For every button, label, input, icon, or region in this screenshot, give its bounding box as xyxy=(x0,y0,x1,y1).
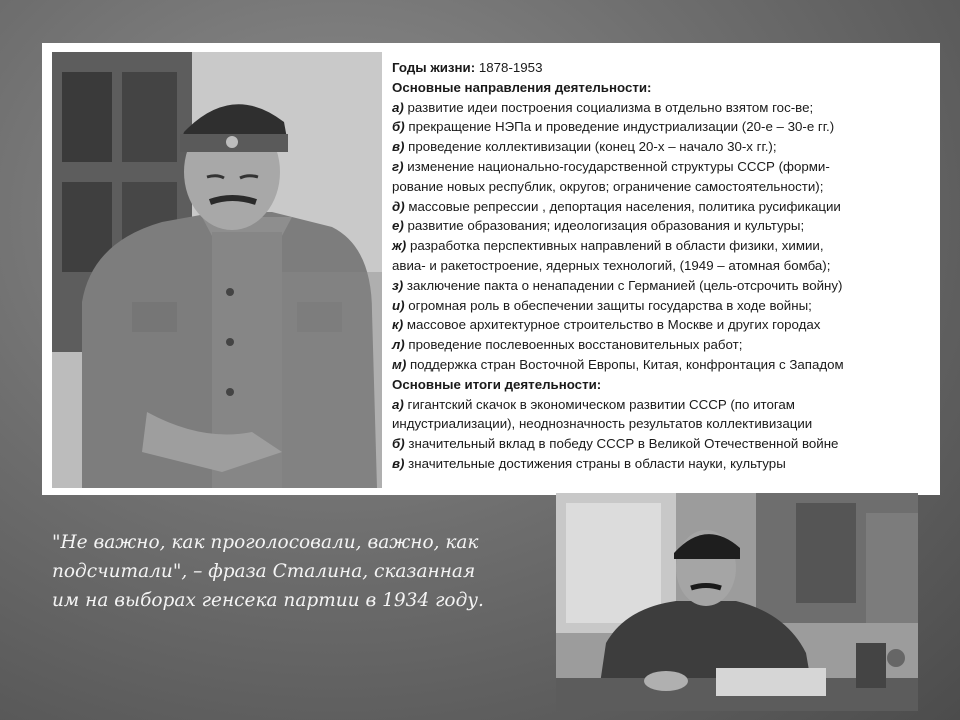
list-item xyxy=(392,434,936,454)
list-marker: в) xyxy=(392,455,405,471)
list-item xyxy=(392,157,936,177)
list-marker: б) xyxy=(392,436,405,452)
list-marker: г) xyxy=(392,158,404,174)
list-item xyxy=(392,315,936,335)
list-marker: з) xyxy=(392,277,404,293)
list-item xyxy=(392,137,936,157)
list-item xyxy=(392,236,936,256)
list-item xyxy=(392,256,936,276)
list-text: проведение послевоенных восстановительных работ; xyxy=(408,337,743,353)
list-text: рование новых республик, округов; ограничение самостоятельности); xyxy=(392,178,824,194)
list-text: значительные достижения страны в области науки, культуры xyxy=(408,455,786,471)
list-item xyxy=(392,216,936,236)
stalin-writing-photo xyxy=(556,493,918,711)
list-item xyxy=(392,117,936,137)
list-marker: ж) xyxy=(392,238,407,254)
list-text: авиа- и ракетостроение, ядерных технологий, (1949 – атомная бомба); xyxy=(392,257,831,273)
stalin-quote xyxy=(52,528,522,615)
list-item xyxy=(392,395,936,415)
list-text: гигантский скачок в экономическом развитии СССР (по итогам xyxy=(407,396,795,412)
stalin-portrait-photo xyxy=(52,52,382,488)
quote-line-1: "Не важно, как проголосовали, важно, как xyxy=(52,532,479,553)
biography-text xyxy=(392,58,936,474)
list-item xyxy=(392,197,936,217)
list-marker: и) xyxy=(392,297,405,313)
list-marker: к) xyxy=(392,317,404,333)
list-marker: м) xyxy=(392,356,407,372)
list-text: массовое архитектурное строительство в Москве и других городах xyxy=(406,317,821,333)
list-text: огромная роль в обеспечении защиты государства в ходе войны; xyxy=(408,297,812,313)
list-text: проведение коллективизации (конец 20-х – начало 30-х гг.); xyxy=(408,139,777,155)
list-marker: д) xyxy=(392,198,405,214)
list-item xyxy=(392,355,936,375)
list-item xyxy=(392,454,936,474)
activities-list xyxy=(392,98,936,375)
list-text: разработка перспективных направлений в области физики, химии, xyxy=(409,238,824,254)
list-marker: е) xyxy=(392,218,404,234)
list-marker: а) xyxy=(392,396,404,412)
list-text: изменение национально-государственной структуры СССР (форми- xyxy=(407,158,830,174)
list-item xyxy=(392,296,936,316)
list-item xyxy=(392,335,936,355)
list-text: развитие идеи построения социализма в отдельно взятом гос-ве; xyxy=(407,99,814,115)
list-item xyxy=(392,414,936,434)
list-text: заключение пакта о ненападении с Германией (цель-отсрочить войну) xyxy=(406,277,843,293)
years-line: Годы жизни: 1878-1953 xyxy=(392,60,543,75)
quote-line-3: им на выборах генсека партии в 1934 году. xyxy=(52,590,484,611)
list-item xyxy=(392,98,936,118)
list-text: индустриализации), неоднозначность результатов коллективизации xyxy=(392,416,813,432)
list-marker: б) xyxy=(392,119,405,135)
results-list xyxy=(392,395,936,474)
list-text: массовые репрессии , депортация населения, политика русификации xyxy=(408,198,841,214)
list-text: развитие образования; идеологизация образования и культуры; xyxy=(407,218,805,234)
list-text: прекращение НЭПа и проведение индустриализации (20-е – 30-е гг.) xyxy=(408,119,835,135)
list-text: значительный вклад в победу СССР в Великой Отечественной войне xyxy=(408,436,839,452)
list-item xyxy=(392,276,936,296)
list-marker: л) xyxy=(392,337,405,353)
list-marker: а) xyxy=(392,99,404,115)
list-text: поддержка стран Восточной Европы, Китая, конфронтация с Западом xyxy=(409,356,844,372)
results-heading: Основные итоги деятельности: xyxy=(392,376,602,392)
quote-line-2: подсчитали", – фраза Сталина, сказанная xyxy=(52,561,476,582)
list-item xyxy=(392,177,936,197)
activities-heading: Основные направления деятельности: xyxy=(392,79,652,95)
list-marker: в) xyxy=(392,139,405,155)
